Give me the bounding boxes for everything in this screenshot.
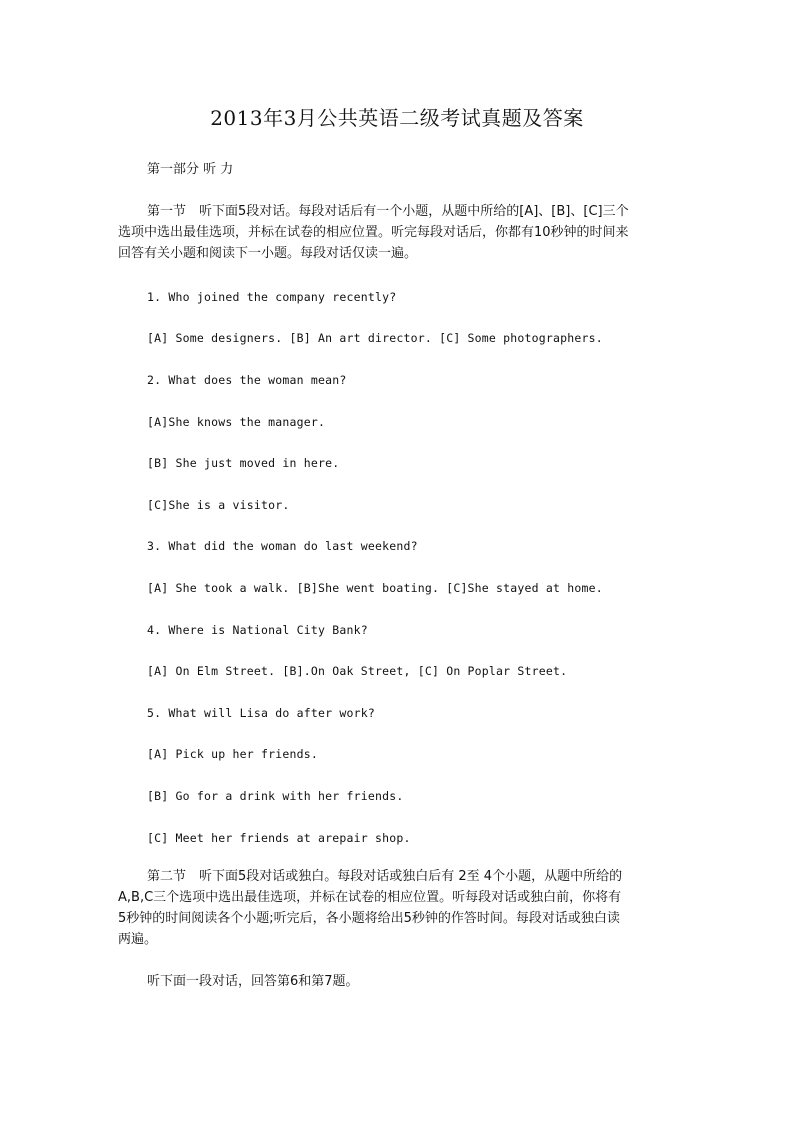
- section2-line: 第二节 听下面5段对话或独白。每段对话或独白后有 2至 4个小题，从题中所给的: [147, 869, 623, 884]
- question-5-option-b: [B] Go for a drink with her friends.: [147, 789, 404, 803]
- question-2: 2. What does the woman mean?: [147, 373, 347, 387]
- section2-line: A,B,C三个选项中选出最佳选项，并标在试卷的相应位置。听每段对话或独白前，你将有: [118, 890, 622, 905]
- section2-instructions: [118, 866, 674, 950]
- question-5-option-a: [A] Pick up her friends.: [147, 747, 318, 761]
- question-4: 4. Where is National City Bank?: [147, 623, 368, 637]
- question-2-option-a: [A]She knows the manager.: [147, 415, 326, 429]
- question-3: 3. What did the woman do last weekend?: [147, 539, 418, 553]
- question-2-option-c: [C]She is a visitor.: [147, 498, 290, 512]
- part-heading: 第一部分 听 力: [147, 162, 234, 177]
- section2-line: 两遍。: [118, 932, 158, 947]
- dialogue-instruction: 听下面一段对话，回答第6和第7题。: [147, 974, 359, 989]
- section1-line: 选项中选出最佳选项，并标在试卷的相应位置。听完每段对话后，你都有10秒钟的时间来: [118, 225, 629, 240]
- question-3-options: [A] She took a walk. [B]She went boating. [C]She stayed at home.: [147, 581, 603, 595]
- section1-instructions: [118, 201, 674, 264]
- question-2-option-b: [B] She just moved in here.: [147, 456, 340, 470]
- section1-line: 回答有关小题和阅读下一小题。每段对话仅读一遍。: [118, 246, 418, 261]
- question-5-option-c: [C] Meet her friends at arepair shop.: [147, 831, 411, 845]
- section2-line: 5秒钟的时间阅读各个小题;听完后，各小题将给出5秒钟的作答时间。每段对话或独白读: [118, 911, 620, 926]
- section1-line: 第一节 听下面5段对话。每段对话后有一个小题，从题中所给的[A]、[B]、[C]三个: [147, 204, 629, 219]
- question-1: 1. Who joined the company recently?: [147, 290, 397, 304]
- question-4-options: [A] On Elm Street. [B].On Oak Street, [C] On Poplar Street.: [147, 664, 568, 678]
- document-title: 2013年3月公共英语二级考试真题及答案: [210, 106, 584, 130]
- question-5: 5. What will Lisa do after work?: [147, 706, 375, 720]
- question-1-options: [A] Some designers. [B] An art director. [C] Some photographers.: [147, 331, 603, 345]
